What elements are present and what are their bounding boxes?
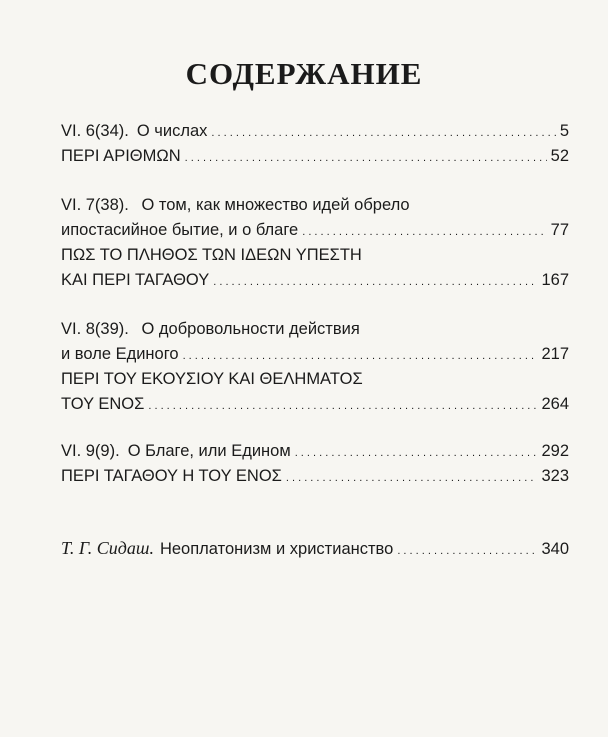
entry-number: VI. 9(9). [61, 442, 120, 460]
entry-title: О добровольности действия [141, 320, 360, 338]
entry-author: Т. Г. Сидаш. [61, 538, 154, 558]
page-title: СОДЕРЖАНИЕ [185, 56, 423, 91]
entry-title: ΠΩΣ ΤΟ ΠΛΗΘΟΣ ΤΩΝ ΙΔΕΩΝ ΥΠΕΣΤΗ [61, 246, 362, 264]
entry-title: ΠΕΡΙ ΤΑΓΑΘΟΥ Η ΤΟΥ ΕΝΟΣ [61, 467, 282, 485]
entry-number: VI. 8(39). [61, 320, 129, 338]
toc-entry [61, 393, 569, 417]
toc-entry [61, 120, 569, 144]
entry-page: 292 [541, 442, 569, 460]
leader-dots [397, 538, 537, 562]
entry-page: 217 [541, 345, 569, 363]
toc-entry [61, 465, 569, 489]
entry-page: 77 [550, 221, 569, 239]
entry-page: 323 [541, 467, 569, 485]
entry-page: 340 [541, 540, 569, 558]
toc-entry [61, 318, 569, 340]
toc-entry [61, 537, 569, 562]
entry-page: 5 [559, 122, 569, 140]
entry-page: 167 [541, 271, 569, 289]
leader-dots [295, 440, 538, 464]
leader-dots [183, 343, 538, 367]
leader-dots [211, 120, 555, 144]
entry-title: Неоплатонизм и христианство [159, 540, 394, 558]
entry-title: О Благе, или Едином [127, 442, 291, 460]
toc-entry [61, 368, 569, 390]
entry-title: О том, как множество идей обрело [141, 196, 410, 214]
leader-dots [185, 145, 547, 169]
leader-dots [302, 219, 546, 243]
toc-entry [61, 194, 569, 216]
entry-number: VI. 6(34). [61, 122, 129, 140]
leader-dots [148, 393, 537, 417]
toc-entry [61, 440, 569, 464]
entry-title: ΚΑΙ ΠΕΡΙ ΤΑΓΑΘΟΥ [61, 271, 210, 289]
entry-title: ΠΕΡΙ ΑΡΙΘΜΩΝ [61, 147, 181, 165]
entry-page: 52 [550, 147, 569, 165]
toc-entry [61, 219, 569, 243]
leader-dots [213, 269, 537, 293]
entry-number: VI. 7(38). [61, 196, 129, 214]
entry-title: О числах [136, 122, 208, 140]
toc-entry [61, 343, 569, 367]
entry-title: и воле Единого [61, 345, 179, 363]
entry-title: ипостасийное бытие, и о благе [61, 221, 299, 239]
entry-title: ΠΕΡΙ ΤΟΥ ΕΚΟΥΣΙΟΥ ΚΑΙ ΘΕΛΗΜΑΤΟΣ [61, 370, 363, 388]
leader-dots [286, 465, 538, 489]
toc-entry [61, 244, 569, 266]
entry-title: ΤΟΥ ΕΝΟΣ [61, 395, 145, 413]
entry-page: 264 [541, 395, 569, 413]
toc-entry [61, 145, 569, 169]
toc-entry [61, 269, 569, 293]
